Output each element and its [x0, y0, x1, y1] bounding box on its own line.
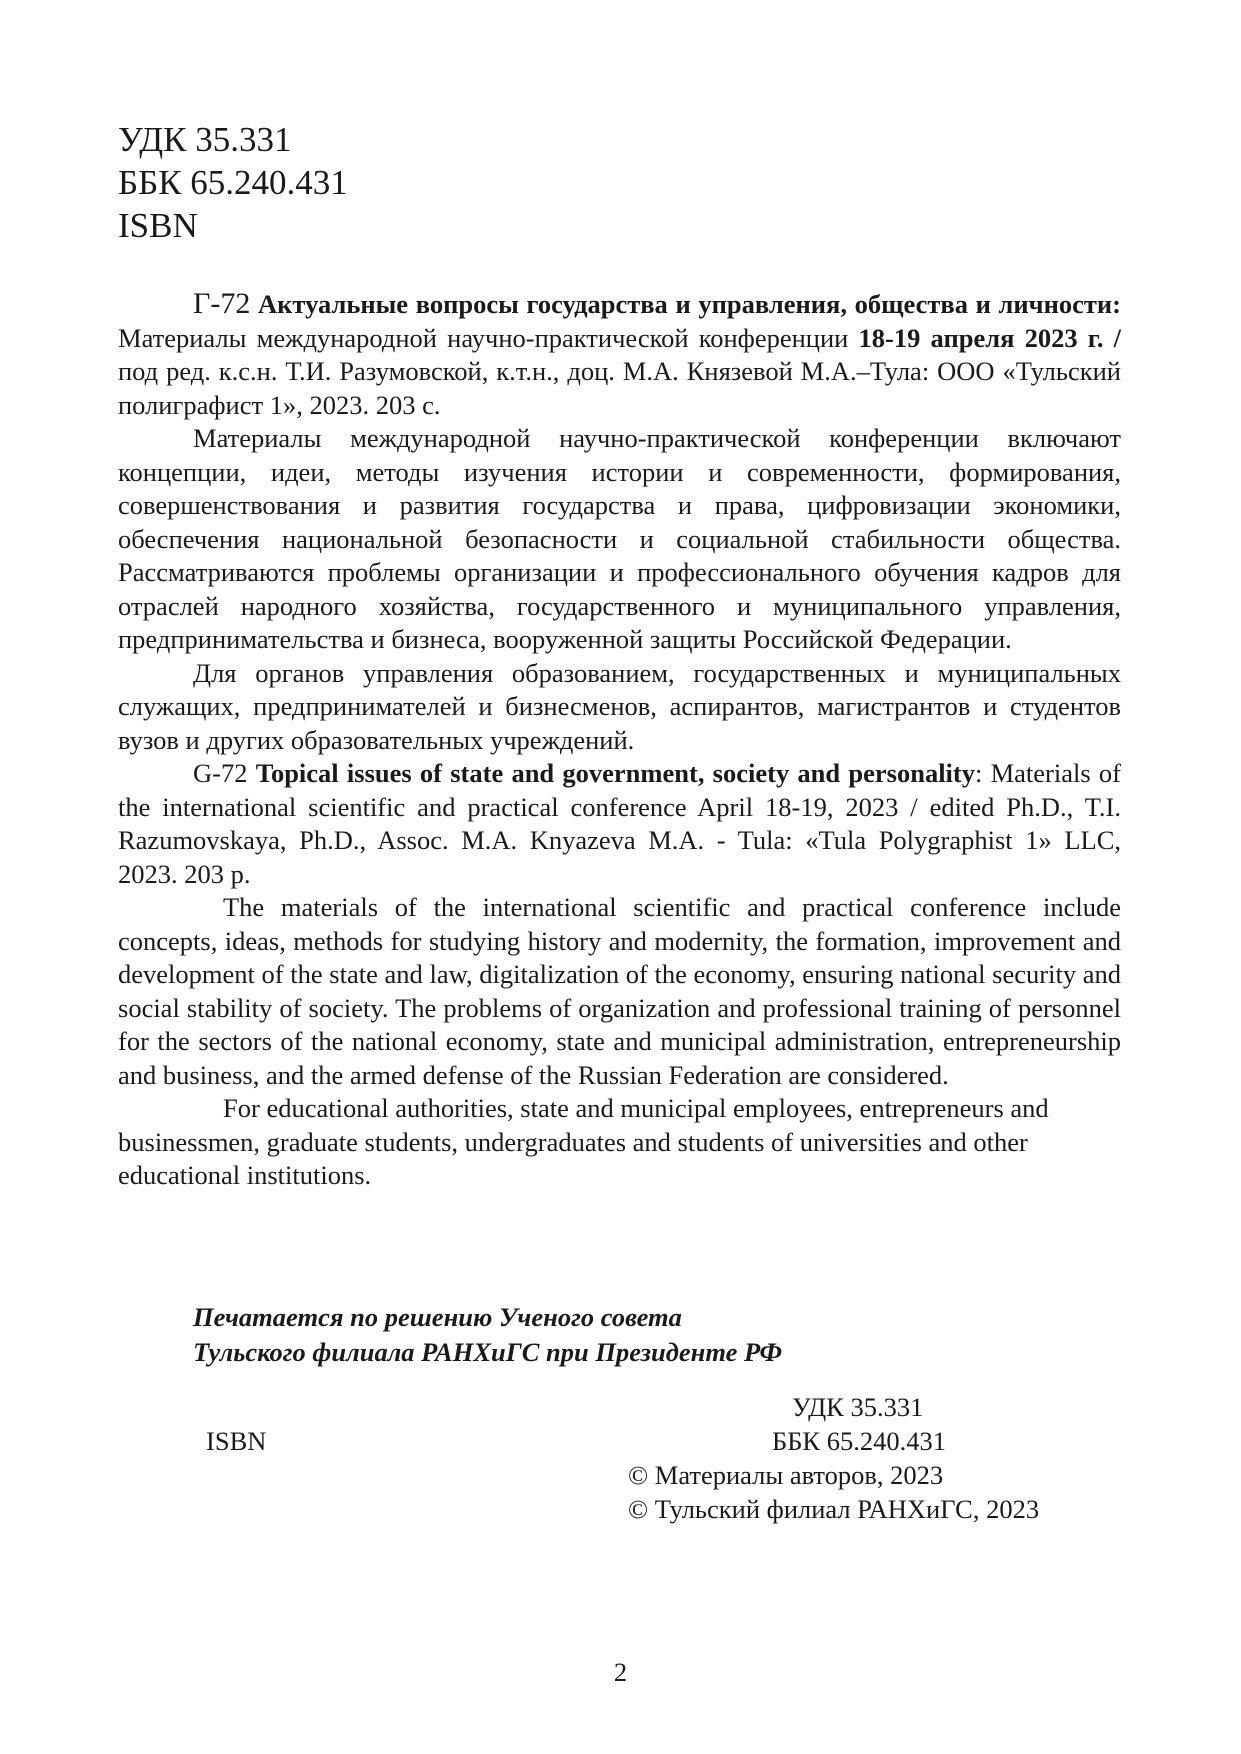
ru-conference-date: 18-19 апреля 2023 г. / — [858, 322, 1122, 353]
ru-author-code: Г-72 — [193, 287, 251, 320]
publication-approval — [193, 1300, 782, 1370]
footer-udk: УДК 35.331 — [792, 1392, 924, 1422]
footer-bbk: ББК 65.240.431 — [772, 1426, 946, 1456]
bibliographic-description — [118, 287, 1121, 1193]
bbk-code: ББК 65.240.431 — [118, 163, 348, 202]
copyright-authors: © Материалы авторов, 2023 — [628, 1460, 944, 1490]
ru-book-title: Актуальные вопросы государства и управления, общества и личности: — [258, 289, 1121, 319]
ru-description-part-1: Материалы международной научно-практической конференции — [118, 322, 849, 353]
isbn-label: ISBN — [118, 206, 198, 245]
ru-description-part-2: под ред. к.с.н. Т.И. Разумовской, к.т.н., доц. М.А. Князевой М.А.–Тула: ООО «Тульский полиграфист 1», 2023. 203 с. — [118, 356, 1121, 420]
en-audience: For educational authorities, state and municipal employees, entrepreneurs and businessmen, graduate students, undergraduates and students of universities and other educational institutions. — [118, 1093, 1049, 1190]
ru-bibliographic-entry — [118, 287, 1121, 422]
en-book-title: Topical issues of state and government, society and personality — [255, 758, 975, 788]
en-title-colon: : — [975, 758, 983, 788]
page-number: 2 — [613, 1657, 628, 1687]
classification-codes — [118, 118, 348, 247]
udk-code: УДК 35.331 — [118, 120, 292, 159]
ru-audience: Для органов управления образованием, государственных и муниципальных служащих, предпринимателей и бизнесменов, аспирантов, магистрантов и студентов вузов и других образовательных учреждений. — [118, 657, 1121, 755]
ru-abstract: Материалы международной научно-практической конференции включают концепции, идеи, методы изучения истории и современности, формирования, совершенствования и развития государства и права, цифровизации экономики, обеспечения национальной безопасности и социальной стабильности общества. Рассматриваются проблемы организации и профессионального обучения кадров для отраслей народного хозяйства, государственного и муниципального управления, предпринимательства и бизнеса, вооруженной защиты Российской Федерации. — [118, 423, 1121, 654]
en-abstract: The materials of the international scientific and practical conference include concepts, ideas, methods for studying history and modernity, the formation, improvement and development of the state and law, digitalization of the economy, ensuring national security and social stability of society. The problems of organization and professional training of personnel for the sectors of the national economy, state and municipal administration, entrepreneurship and business, and the armed defense of the Russian Federation are considered. — [118, 892, 1121, 1090]
en-bibliographic-entry — [118, 757, 1121, 891]
en-description: Materials of the international scientific and practical conference April 18-19, 2023 / edited Ph.D., T.I. Razumovskaya, Ph.D., Assoc. M.A. Knyazeva M.A. - Tula: «Tula Polygraphist 1» LLC, 2023. 203 p. — [118, 758, 1121, 889]
copyright-branch: © Тульский филиал РАНХиГС, 2023 — [628, 1494, 1040, 1524]
en-author-code: G-72 — [193, 758, 248, 788]
approval-line-2: Тульского филиала РАНХиГС при Президенте РФ — [193, 1337, 783, 1367]
footer-isbn: ISBN — [206, 1426, 267, 1456]
approval-line-1: Печатается по решению Ученого совета — [193, 1302, 682, 1332]
